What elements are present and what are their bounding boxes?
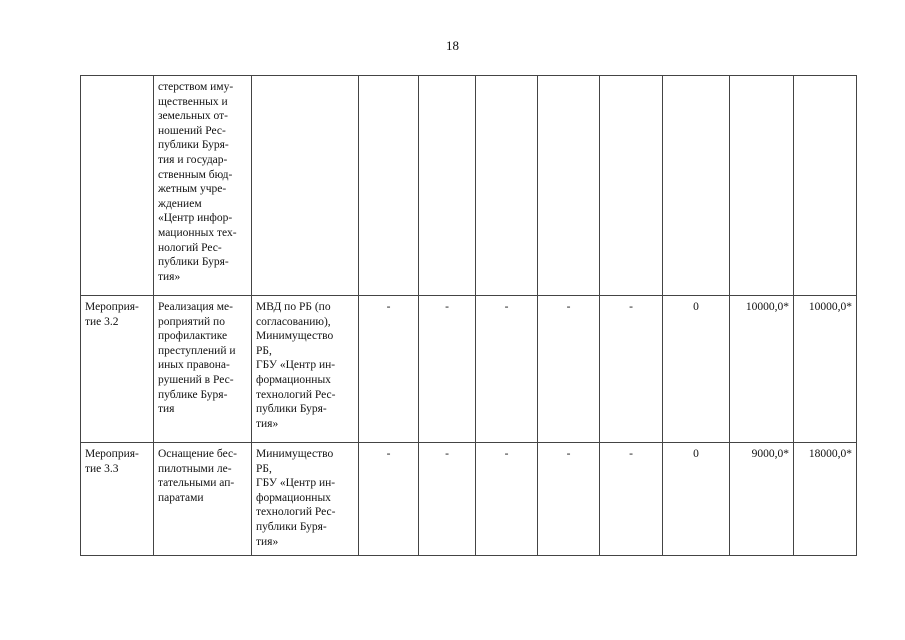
- description-cell: Оснащение бес- пилотными ле- тательными ап- паратами: [154, 443, 252, 556]
- measure-cell: Мероприя- тие 3.3: [81, 443, 154, 556]
- value-cell: [538, 76, 600, 296]
- value-cell: [663, 76, 730, 296]
- value-cell: 18000,0*: [794, 443, 857, 556]
- value-cell: 10000,0*: [794, 296, 857, 443]
- value-cell: -: [538, 443, 600, 556]
- value-cell: -: [359, 296, 419, 443]
- value-cell: -: [419, 443, 476, 556]
- table-row: [81, 76, 857, 296]
- executor-cell: Минимущество РБ, ГБУ «Центр ин- формационных технологий Рес- публики Буря- тия»: [252, 443, 359, 556]
- value-cell: -: [476, 296, 538, 443]
- value-cell: -: [600, 443, 663, 556]
- executor-cell: [252, 76, 359, 296]
- value-cell: -: [419, 296, 476, 443]
- description-cell: Реализация ме- роприятий по профилактике преступлений и иных правона- рушений в Рес- публике Буря- тия: [154, 296, 252, 443]
- executor-cell: МВД по РБ (по согласованию), Минимущество РБ, ГБУ «Центр ин- формационных технологий Рес- публики Буря- тия»: [252, 296, 359, 443]
- value-cell: 10000,0*: [730, 296, 794, 443]
- table-row: [81, 296, 857, 443]
- description-cell: стерством иму- щественных и земельных от- ношений Рес- публики Буря- тия и государ- ственным бюд- жетным учре- ждением «Центр инфор- мационных тех- нологий Рес- публики Буря- тия»: [154, 76, 252, 296]
- value-cell: -: [538, 296, 600, 443]
- value-cell: [476, 76, 538, 296]
- program-table: [80, 75, 857, 556]
- value-cell: [730, 76, 794, 296]
- value-cell: 9000,0*: [730, 443, 794, 556]
- value-cell: [600, 76, 663, 296]
- value-cell: -: [359, 443, 419, 556]
- value-cell: 0: [663, 296, 730, 443]
- value-cell: [419, 76, 476, 296]
- value-cell: [794, 76, 857, 296]
- value-cell: -: [476, 443, 538, 556]
- measure-cell: Мероприя- тие 3.2: [81, 296, 154, 443]
- measure-cell: [81, 76, 154, 296]
- value-cell: [359, 76, 419, 296]
- value-cell: -: [600, 296, 663, 443]
- value-cell: 0: [663, 443, 730, 556]
- table-row: [81, 443, 857, 556]
- page-number: 18: [446, 38, 459, 53]
